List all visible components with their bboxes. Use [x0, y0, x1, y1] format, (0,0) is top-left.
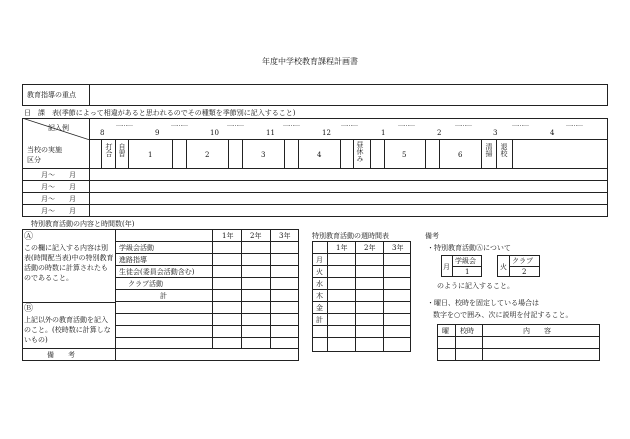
divider: [22, 180, 608, 181]
example-number: 1: [465, 268, 470, 276]
dotted-mark: ………: [398, 121, 415, 128]
divider: [482, 324, 483, 361]
period-label: 4: [317, 151, 322, 159]
weekday-label: 水: [316, 280, 323, 288]
divider: [455, 324, 456, 361]
dotted-mark: ………: [227, 121, 244, 128]
divider: [312, 289, 411, 290]
divider: [298, 140, 299, 168]
dotted-mark: ………: [171, 121, 188, 128]
notes-table-header: 内 容: [523, 327, 551, 335]
divider: [22, 192, 608, 193]
divider: [115, 241, 299, 242]
dotted-mark: ………: [566, 121, 583, 128]
hour-label: 3: [493, 129, 498, 137]
divider: [452, 266, 482, 267]
divider: [439, 140, 440, 168]
special-heading: 特別教育活動の内容と時間数(年): [31, 220, 135, 228]
divider: [115, 301, 299, 302]
year-header: 1年: [222, 232, 234, 240]
example-activity: クラブ: [512, 257, 533, 265]
year-header: 3年: [279, 232, 291, 240]
dotted-mark: ………: [512, 121, 529, 128]
text-a: この欄に記入する内容は別表(時間配当表)中の特別教育活動の時数に計算されたものであること。: [24, 244, 114, 282]
row-label: 月～ 月: [41, 207, 76, 215]
divider: [115, 265, 299, 266]
divider: [172, 140, 173, 168]
notes-bullet-2b: 数字を○で囲み、次に説明を付記すること。: [433, 311, 573, 319]
divider: [355, 241, 356, 352]
divider: [312, 265, 411, 266]
divider: [115, 313, 299, 314]
example-label: 記入例: [48, 124, 69, 132]
weekly-year-header: 1年: [336, 244, 348, 252]
divider: [115, 289, 299, 290]
divider: [496, 140, 497, 168]
divider: [284, 140, 285, 168]
divider: [115, 277, 299, 278]
schedule-heading: 日 課 表(季節によって相違があると思われるのでその種類を季節別に記入すること): [24, 109, 296, 117]
divider: [312, 253, 411, 254]
text-b: 上記以外の教育活動を記入のこと。(校時数に計算しないもの): [24, 316, 111, 344]
weekday-label: 月: [316, 256, 323, 264]
weekly-year-header: 3年: [392, 244, 404, 252]
divider: [312, 277, 411, 278]
focus-input[interactable]: [90, 85, 607, 105]
weekly-heading: 特別教育活動の週時間表: [312, 232, 389, 240]
hour-label: 12: [322, 129, 331, 137]
divider: [22, 168, 608, 169]
activity-item: 生徒会(委員会活動含む): [119, 268, 195, 276]
divider: [353, 140, 354, 168]
divider: [312, 337, 411, 338]
activity-item: 進路指導: [119, 256, 147, 264]
period-label: 清掃: [485, 143, 493, 157]
divider: [312, 313, 411, 314]
notes-table-header: 校時: [460, 327, 474, 335]
weekday-label: 木: [316, 292, 323, 300]
period-label: 退校: [500, 143, 508, 157]
divider: [383, 241, 384, 352]
notes-bullet-2: ・曜日、校時を固定している場合は: [427, 299, 539, 307]
remarks-label: 備 考: [47, 351, 75, 359]
weekday-label: 金: [316, 304, 323, 312]
dotted-mark: ………: [283, 121, 300, 128]
example-number: 2: [522, 268, 527, 276]
notes-bullet-1: ・特別教育活動Ⓐについて: [427, 244, 511, 252]
row-label: 月～ 月: [41, 195, 76, 203]
divider: [115, 229, 116, 361]
hour-label: 2: [437, 129, 442, 137]
divider: [327, 241, 328, 352]
divider: [115, 325, 299, 326]
period-label: 昼休み: [356, 141, 364, 162]
divider: [186, 140, 187, 168]
hour-label: 8: [100, 129, 105, 137]
hour-label: 11: [266, 129, 275, 137]
divider: [312, 325, 411, 326]
divider: [22, 302, 116, 303]
divider: [437, 336, 600, 337]
activity-total: 計: [160, 292, 167, 300]
divider: [115, 140, 116, 168]
dotted-mark: ………: [341, 121, 358, 128]
example-activity: 学級会: [455, 257, 476, 265]
period-label: 2: [205, 151, 210, 159]
divider: [312, 301, 411, 302]
activity-item: クラブ活動: [128, 280, 163, 288]
period-label: 1: [148, 151, 153, 159]
hour-label: 1: [381, 129, 386, 137]
divider: [425, 140, 426, 168]
divider: [370, 140, 371, 168]
example-day: 月: [443, 263, 450, 271]
mark-a: Ⓐ: [24, 232, 34, 242]
divider: [22, 204, 608, 205]
focus-label: 教育指導の重点: [27, 91, 76, 99]
period-label: 5: [402, 151, 407, 159]
divider: [509, 266, 540, 267]
category-label: 当校の実施区分: [27, 146, 62, 164]
divider: [115, 253, 299, 254]
mark-b: Ⓑ: [24, 304, 34, 314]
row-label: 月～ 月: [41, 183, 76, 191]
example-day: 火: [500, 263, 507, 271]
activity-item: 学級会活動: [119, 244, 154, 252]
period-label: 3: [261, 151, 266, 159]
page-title: 年度中学校教育課程計画書: [262, 57, 358, 66]
weekly-year-header: 2年: [364, 244, 376, 252]
divider: [437, 348, 600, 349]
period-label: 6: [458, 151, 463, 159]
hour-label: 10: [210, 129, 219, 137]
divider: [481, 140, 482, 168]
divider: [128, 140, 129, 168]
dotted-mark: ………: [455, 121, 472, 128]
period-label: 自習: [118, 143, 126, 157]
divider: [22, 348, 299, 349]
notes-instruction: のように記入すること。: [437, 282, 514, 290]
weekday-label: 計: [316, 316, 323, 324]
divider: [512, 140, 513, 168]
divider: [101, 140, 102, 168]
dotted-mark: ………: [116, 121, 133, 128]
hour-label: 9: [155, 129, 160, 137]
notes-heading: 備考: [425, 232, 439, 240]
weekday-label: 火: [316, 268, 323, 276]
notes-table-header: 曜: [442, 327, 449, 335]
hour-label: 4: [550, 129, 555, 137]
divider: [228, 140, 229, 168]
year-header: 2年: [250, 232, 262, 240]
divider: [115, 337, 299, 338]
divider: [89, 139, 608, 140]
divider: [242, 140, 243, 168]
divider: [340, 140, 341, 168]
divider: [384, 140, 385, 168]
row-label: 月～ 月: [41, 171, 76, 179]
period-label: 打合: [105, 143, 113, 157]
